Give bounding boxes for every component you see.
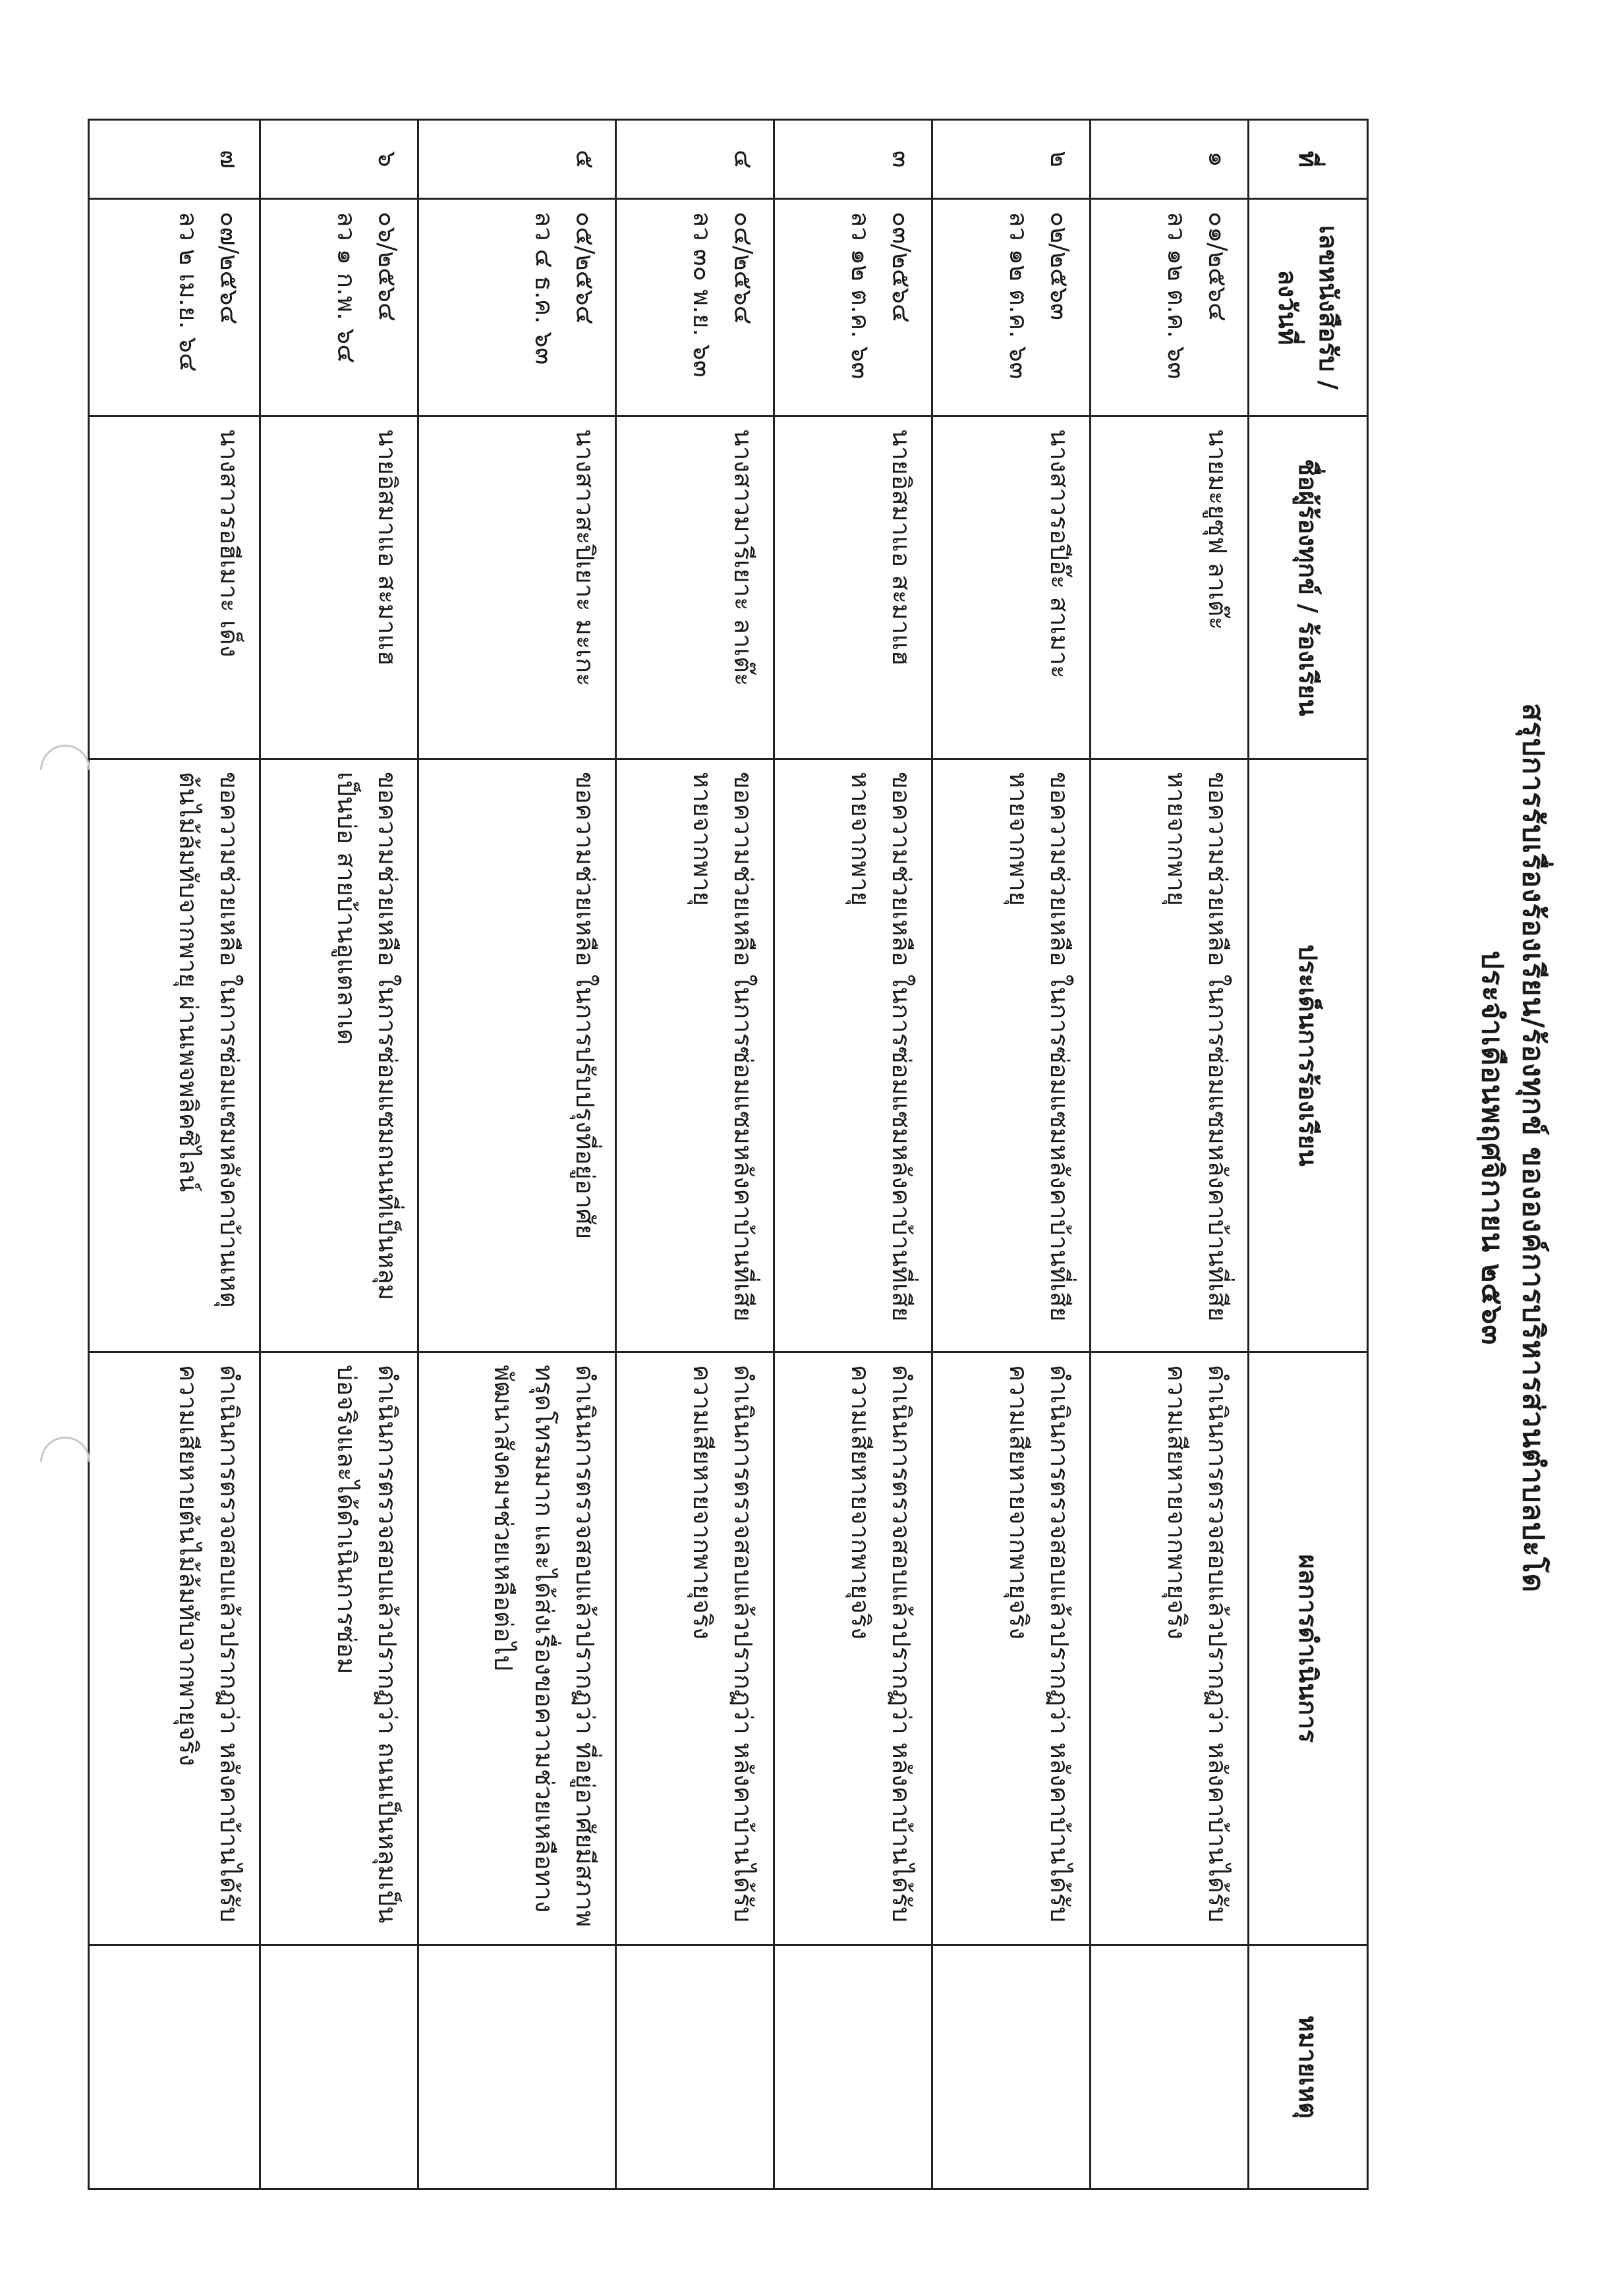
- row-no: ๑: [1091, 120, 1249, 199]
- row-ref: [616, 199, 774, 416]
- row-result: ดำเนินการตรวจสอบแล้วปรากฏว่า หลังคาบ้านได้รับความเสียหายจากพายุจริง: [616, 1352, 774, 1945]
- row-ref: [932, 199, 1091, 416]
- row-no: ๕: [418, 120, 616, 199]
- table-row: [616, 120, 774, 2189]
- row-ref-number: ๐๒/๒๕๖๓: [1045, 212, 1074, 320]
- row-name: นางสาวสะปิเยาะ มะเกะ: [418, 416, 616, 759]
- document-title: สรุปการรับเรื่องร้องเรียน/ร้องทุกข์ ขององค์การบริหารส่วนตำบลปะโด: [1516, 703, 1550, 1593]
- row-no: ๔: [616, 120, 774, 199]
- row-ref: [774, 199, 932, 416]
- row-ref-date: ลว ๑๒ ต.ค. ๖๓: [1162, 212, 1191, 380]
- row-note: [932, 1945, 1091, 2189]
- row-ref: [260, 199, 418, 416]
- row-note: [260, 1945, 418, 2189]
- document-header: [1471, 0, 1553, 2296]
- row-ref-date: ลว ๑๒ ต.ค. ๖๓: [846, 212, 875, 380]
- header-result: ผลการดำเนินการ: [1249, 1352, 1368, 1945]
- table-row: [89, 120, 260, 2189]
- table-row: [932, 120, 1091, 2189]
- row-name: นางสาวมารีเยาะ ลาเต๊ะ: [616, 416, 774, 759]
- row-result: ดำเนินการตรวจสอบแล้วปรากฏว่า หลังคาบ้านได้รับความเสียหายจากพายุจริง: [1091, 1352, 1249, 1945]
- row-ref-number: ๐๓/๒๕๖๔: [887, 212, 916, 323]
- row-ref-date: ลว ๑ ก.พ. ๖๔: [332, 212, 361, 364]
- row-note: [418, 1945, 616, 2189]
- row-result: ดำเนินการตรวจสอบแล้วปรากฏว่า ถนนเป็นหลุมเป็นบ่อจริงและได้ดำเนินการซ่อม: [260, 1352, 418, 1945]
- table-row: [774, 120, 932, 2189]
- row-no: ๒: [932, 120, 1091, 199]
- row-note: [1091, 1945, 1249, 2189]
- row-no: ๓: [774, 120, 932, 199]
- row-ref-number: ๐๕/๒๕๖๔: [571, 212, 600, 325]
- row-ref-date: ลว ๔ ธ.ค. ๖๓: [530, 212, 559, 365]
- table-header-row: [1249, 120, 1368, 2189]
- row-issue: ขอความช่วยเหลือ ในการซ่อมแซมหลังคาบ้านที่เสียหายจากพายุ: [616, 759, 774, 1352]
- row-note: [616, 1945, 774, 2189]
- row-issue: ขอความช่วยเหลือ ในการซ่อมแซมหลังคาบ้านที่เสียหายจากพายุ: [774, 759, 932, 1352]
- row-name: นายอิสมาแอ สะมาแฮ: [774, 416, 932, 759]
- table-row: [260, 120, 418, 2189]
- row-issue: ขอความช่วยเหลือ ในการซ่อมแซมหลังคาบ้านเหตุต้นไม้ล้มทับจากพายุ ผ่านเพจพลิคซิไลน์: [89, 759, 260, 1352]
- row-result: ดำเนินการตรวจสอบแล้วปรากฏว่า ที่อยู่อาศัยมีสภาพทรุดโทรมมาก และได้ส่งเรื่องขอความช่วยเหลือทางพัฒนาสังคมฯช่วยเหลือต่อไป: [418, 1352, 616, 1945]
- row-ref-date: ลว ๓๐ พ.ย. ๖๓: [688, 212, 717, 378]
- complaints-table: [88, 119, 1369, 2190]
- header-name: ชื่อผู้ร้องทุกข์ / ร้องเรียน: [1249, 416, 1368, 759]
- document-subtitle: ประจำเดือนพฤศจิกายน ๒๕๖๓: [1475, 950, 1509, 1346]
- row-issue: ขอความช่วยเหลือ ในการซ่อมแซมหลังคาบ้านที่เสียหายจากพายุ: [932, 759, 1091, 1352]
- table-row: [418, 120, 616, 2189]
- row-ref: [89, 199, 260, 416]
- row-issue: ขอความช่วยเหลือ ในการปรับปรุงที่อยู่อาศัย: [418, 759, 616, 1352]
- header-issue: ประเด็นการร้องเรียน: [1249, 759, 1368, 1352]
- row-ref-date: ลว ๒ เม.ย. ๖๔: [174, 212, 203, 372]
- row-name: นางสาวรอฮีเมาะ เด็ง: [89, 416, 260, 759]
- row-result: ดำเนินการตรวจสอบแล้วปรากฏว่า หลังคาบ้านได้รับความเสียหายจากพายุจริง: [774, 1352, 932, 1945]
- row-note: [89, 1945, 260, 2189]
- row-ref-number: ๐๔/๒๕๖๔: [729, 212, 758, 325]
- table-row: [1091, 120, 1249, 2189]
- row-no: ๗: [89, 120, 260, 199]
- row-ref: [418, 199, 616, 416]
- row-result: ดำเนินการตรวจสอบแล้วปรากฏว่า หลังคาบ้านได้รับความเสียหายจากพายุจริง: [932, 1352, 1091, 1945]
- row-issue: ขอความช่วยเหลือ ในการซ่อมแซมถนนที่เป็นหลุมเป็นบ่อ สายบ้านอูแตลาเด: [260, 759, 418, 1352]
- row-no: ๖: [260, 120, 418, 199]
- row-note: [774, 1945, 932, 2189]
- row-ref-number: ๐๖/๒๕๖๔: [373, 212, 402, 322]
- row-ref-number: ๐๗/๒๕๖๔: [215, 212, 244, 325]
- row-issue: ขอความช่วยเหลือ ในการซ่อมแซมหลังคาบ้านที่เสียหายจากพายุ: [1091, 759, 1249, 1352]
- row-name: นายมะยูซุฟ ลาเต๊ะ: [1091, 416, 1249, 759]
- header-no: ที่: [1249, 120, 1368, 199]
- row-ref: [1091, 199, 1249, 416]
- row-result: ดำเนินการตรวจสอบแล้วปรากฏว่า หลังคาบ้านได้รับความเสียหายต้นไม้ล้มทับจากพายุจริง: [89, 1352, 260, 1945]
- header-ref: เลขหนังสือรับ / ลงวันที่: [1249, 199, 1368, 416]
- row-ref-number: ๐๑/๒๕๖๔: [1203, 212, 1232, 322]
- row-name: นางสาวรอปีอ๊ะ สาเมาะ: [932, 416, 1091, 759]
- row-name: นายอิสมาแอ สะมาแฮ: [260, 416, 418, 759]
- header-note: หมายเหตุ: [1249, 1945, 1368, 2189]
- row-ref-date: ลว ๑๒ ต.ค. ๖๓: [1004, 212, 1033, 380]
